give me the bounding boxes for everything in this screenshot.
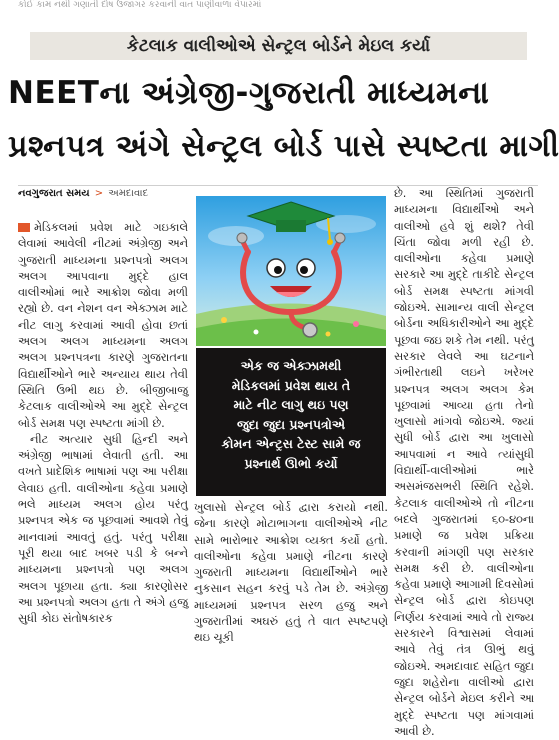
- headline: [8, 66, 559, 186]
- pull-quote: [196, 348, 386, 496]
- article-paragraph-3: ખુલાસો સેન્ટ્રલ બોર્ડ દ્વારા કરાયો નથી. જેના કારણે મોટાભાગના વાલીઓએ નીટ સામે ભારોભાર આક્રોશ વ્યક્ત કર્યો હતો. વાલીઓના કહેવા પ્રમાણે નીટના કારણે ગુજરાતી માધ્યમના વિદ્યાર્થીઓને ભારે નુકસાન સહન કરવું પડે તેમ છે. અંગ્રેજી માધ્યમમાં પ્રશ્નપત્ર સરળ હજુ અને ગુજરાતીમાં અઘરું હતું તે વાત સ્પષ્ટપણે થઇ ચૂકી: [194, 501, 388, 645]
- article-paragraph-1: મેડિકલમાં પ્રવેશ માટે ગઇકાલે લેવામાં આવેલી નીટમાં અંગ્રેજી અને ગુજરાતી માધ્યમના પ્રશ્નપત્રો અલગ અલગ આપવાના મુદ્દે હાલ વાલીઓમાં ભારે આક્રોશ જોવા મળી રહ્યો છે. વન નેશન વન એક્ઝામ માટે નીટ લાગુ કરવામાં આવી હોવા છતાં અલગ અલગ માધ્યમના અલગ અલગ પ્રશ્નપત્રના કારણે ગુજરાતના વિદ્યાર્થીઓને ભારે અન્યાય થાય તેવી સ્થિતિ ઉભી થઇ છે. બીજીબાજુ કેટલાક વાલીઓએ આ મુદ્દે સેન્ટ્રલ બોર્ડ સમક્ષ પણ સ્પષ્ટતા માંગી છે.: [18, 221, 188, 430]
- article-column-middle: [194, 500, 388, 645]
- stethoscope-graduate-icon: [196, 196, 386, 346]
- byline-city: અમદાવાદ: [108, 188, 149, 199]
- byline-source: નવગુજરાત સમય: [18, 188, 90, 199]
- article-column-right: [394, 186, 534, 738]
- pull-quote-text: એક જ એક્ઝામથી મેડિકલમાં પ્રવેશ થાય તે માટે નીટ લાગુ થઇ પણ જુદા જુદા પ્રશ્નપત્રોએ કોમન એન્ટ્રસ ટેસ્ટ સામે જ પ્રશ્નાર્થ ઊભો કર્યો: [221, 358, 361, 471]
- article-column-left: [18, 220, 188, 635]
- kicker-banner: કેટલાક વાલીઓએ સેન્ટ્રલ બોર્ડને મેઇલ કર્યા: [30, 32, 527, 60]
- byline: [18, 188, 148, 199]
- headline-line-1: NEETના અંગ્રેજી-ગુજરાતી માધ્યમના: [8, 75, 490, 111]
- headline-line-2: પ્રશ્નપત્ર અંગે સેન્ટ્રલ બોર્ડ પાસે સ્પષ્ટતા માગી: [8, 129, 559, 164]
- lead-bullet-icon: [18, 223, 30, 232]
- cropped-top-text: કોઈ કામ નથી ગણાતી દોષ ઉજાગર કરવાની વાત પાણીવાળા વેપારમાં: [18, 0, 262, 10]
- article-paragraph-2: નીટ અત્યાર સુધી હિન્દી અને અંગ્રેજી ભાષામાં લેવાતી હતી. આ વખતે પ્રાદેશિક ભાષામાં પણ આ પરીક્ષા લેવાઇ હતી. વાલીઓના કહેવા પ્રમાણે ભલે માધ્યમ અલગ હોય પરંતુ પ્રશ્નપત્ર એક જ પૂછવામાં આવશે તેવું માનવામાં આવતું હતું. પરંતુ પરીક્ષા પૂરી થયા બાદ ખબર પડી કે બન્ને માધ્યમના પ્રશ્નપત્રો પણ અલગ અલગ પૂછાયા હતા. ક્યા કારણોસર આ પ્રશ્નપત્રો અલગ હતા તે અંગે હજુ સુધી કોઇ સંતોષકારક: [18, 432, 188, 626]
- article-paragraph-4: છે. આ સ્થિતિમાં ગુજરાતી માધ્યમના વિદ્યાર્થીઓ અને વાલીઓ હવે શું થશે? તેવી ચિંતા જોવા મળી રહી છે. વાલીઓના કહેવા પ્રમાણે સરકારે આ મુદ્દે તાકીદે સેન્ટ્રલ બોર્ડ સમક્ષ સ્પષ્ટતા માંગવી જોઇએ. સામાન્ય વાલી સેન્ટ્રલ બોર્ડના અધિકારીઓને આ મુદ્દે પૂછવા જઇ શકે તેમ નથી. પરંતુ સરકાર લેવલે આ ઘટનાને ગંભીરતાથી લઇને ખરેખર પ્રશ્નપત્ર અલગ અલગ કેમ પૂછવામાં આવ્યા હતા તેનો ખુલાસો માંગવો જોઇએ. જ્યાં સુધી બોર્ડ દ્વારા આ ખુલાસો આપવામાં ન આવે ત્યાંસુધી વિદ્યાર્થી-વાલીઓમાં ભારે અસમંજસભરી સ્થિતિ રહેશે. કેટલાક વાલીઓએ તો નીટના બદલે ગુજરાતમાં ૬૦-૪૦ના પ્રમાણે જ પ્રવેશ પ્રક્રિયા કરવાની માંગણી પણ સરકાર સમક્ષ કરી છે. વાલીઓના કહેવા પ્રમાણે આગામી દિવસોમાં સેન્ટ્રલ બોર્ડ દ્વારા કોઇપણ નિર્ણય કરવામાં આવે તો રાજ્ય સરકારને વિશ્વાસમાં લેવામાં આવે તેવું તંત્ર ઊભું થવું જોઇએ. અમદાવાદ સહિત જુદા જુદા શહેરોના વાલીઓ દ્વારા સેન્ટ્રલ બોર્ડને મેઇલ કરીને આ મુદ્દે સ્પષ્ટતા પણ માંગવામાં આવી છે.: [394, 187, 534, 738]
- byline-separator: >: [94, 188, 104, 199]
